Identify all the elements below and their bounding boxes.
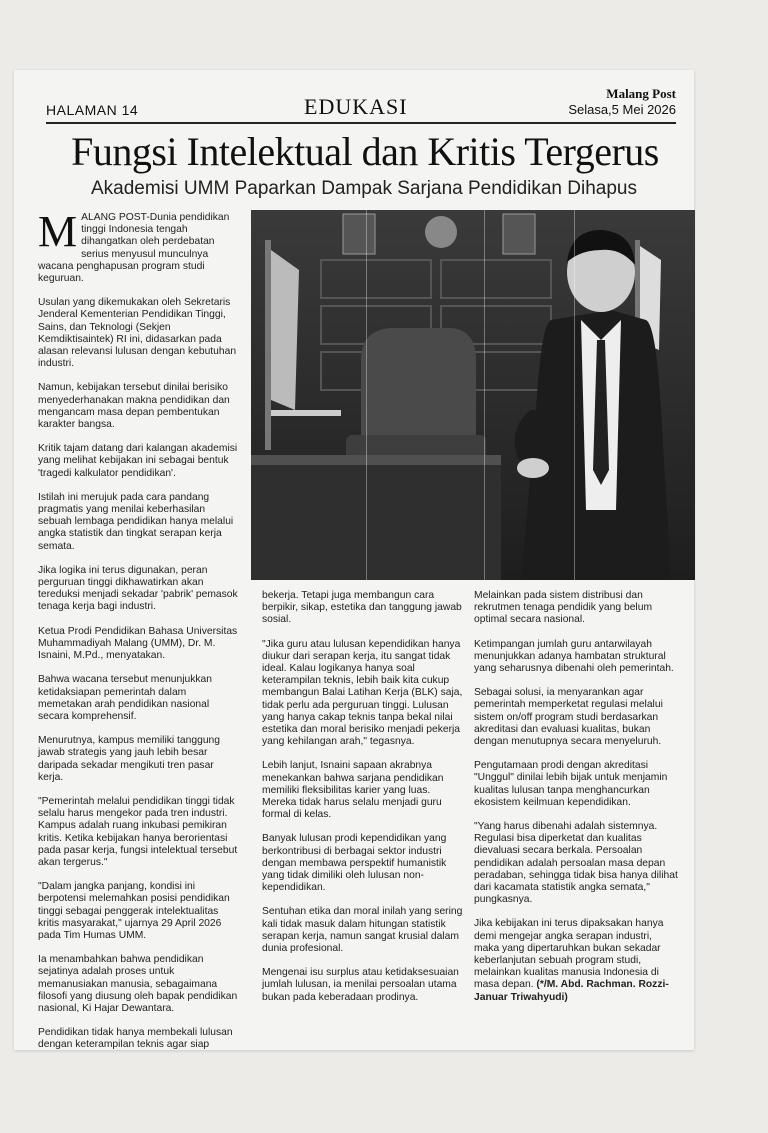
paragraph: Banyak lulusan prodi kependidikan yang berkontribusi di berbagai sektor industri dengan membawa perspektif humanistik yang tidak dimiliki oleh lulusan non-kependidikan. (262, 833, 447, 894)
scan-line (366, 210, 367, 580)
paragraph: Sebagai solusi, ia menyarankan agar pemerintah memperketat regulasi melalui sistem on/off program studi berdasarkan akreditasi dan evaluasi kualitas, bukan dengan menutupnya secara menyeluruh. (474, 687, 663, 748)
paragraph: Melainkan pada sistem distribusi dan rekrutmen tenaga pendidik yang belum optimal secara nasional. (474, 590, 653, 626)
paragraph: Mengenai isu surplus atau ketidaksesuaian jumlah lulusan, ia menilai persoalan utama bukan pada keberadaan prodinya. (262, 967, 459, 1003)
issue-date: Selasa,5 Mei 2026 (568, 102, 676, 117)
author-credit: (*/M. Abd. Rachman. Rozzi-Januar Triwahyudi) (474, 979, 669, 1003)
paragraph: Usulan yang dikemukakan oleh Sekretaris Jenderal Kementerian Pendidikan Tinggi, Sains, dan Teknologi (Sekjen Kemdiktisaintek) RI ini, didasarkan pada alasan relevansi lulusan dengan kebutuhan industri. (38, 297, 237, 370)
paragraph: Ketimpangan jumlah guru antarwilayah menunjukkan adanya hambatan struktural yang seharusnya dibenahi oleh pemerintah. (474, 638, 674, 675)
article-column-1 (38, 207, 238, 1064)
article-column-2 (262, 590, 464, 1016)
photo-illustration (251, 210, 695, 580)
newspaper-page (14, 70, 694, 1050)
article-column-3 (474, 590, 678, 1016)
article-headline: Fungsi Intelektual dan Kritis Tergerus (71, 129, 659, 174)
paragraph: Jika logika ini terus digunakan, peran perguruan tinggi dikhawatirkan akan tereduksi menjadi sekadar 'pabrik' pemasok tenaga kerja bagi industri. (38, 564, 238, 613)
scan-line (484, 210, 485, 580)
masthead (568, 86, 676, 117)
page-number-label: HALAMAN 14 (46, 102, 139, 118)
paragraph: Ketua Prodi Pendidikan Bahasa Universitas Muhammadiyah Malang (UMM), Dr. M. Isnaini, M.Pd., menyatakan. (38, 625, 238, 662)
section-title: EDUKASI (304, 94, 408, 119)
article-photo (251, 210, 695, 580)
paragraph: "Yang harus dibenahi adalah sistemnya. Regulasi bisa diperketat dan kualitas dievaluasi secara berkala. Persoalan pendidikan adalah persoalan masa depan peradaban, sehingga tidak bisa hanya dilihat dari kacamata statistik angka semata," pungkasnya. (474, 821, 678, 906)
paragraph: Pengutamaan prodi dengan akreditasi "Unggul" dinilai lebih bijak untuk menjamin kualitas lulusan tanpa menghancurkan ekosistem keilmuan kependidikan. (474, 760, 668, 808)
drop-cap: M (38, 207, 78, 256)
paragraph: Bahwa wacana tersebut menunjukkan ketidaksiapan pemerintah dalam memetakan arah pendidikan nasional secara komprehensif. (38, 674, 213, 722)
paragraph: Namun, kebijakan tersebut dinilai berisiko menyederhanakan makna pendidikan dan mengancam masa depan pembentukan karakter bangsa. (38, 382, 230, 431)
page-header (46, 86, 676, 124)
paragraph: bekerja. Tetapi juga membangun cara berpikir, sikap, estetika dan tanggung jawab sosial. (262, 590, 462, 626)
newspaper-brand: Malang Post (606, 86, 676, 101)
paragraph: Lebih lanjut, Isnaini sapaan akrabnya menekankan bahwa sarjana pendidikan memiliki fleksibilitas karier yang luas. Mereka tidak harus selalu menjadi guru formal di kelas. (262, 760, 444, 821)
paragraph: "Dalam jangka panjang, kondisi ini berpotensi melemahkan posisi pendidikan tinggi sebagai penggerak intelektualitas kritis masyarakat," ujarnya 29 April 2026 pada Tim Humas UMM. (38, 881, 230, 941)
paragraph: "Jika guru atau lulusan kependidikan hanya diukur dari serapan kerja, itu sangat tidak ideal. Kalau logikanya hanya soal keterampilan teknis, lebih baik kita cukup membangun Balai Latihan Kerja (BLK) saja, tidak perlu ada perguruan tinggi. Lulusan yang hanya cakap teknis tanpa bekal nilai estetika dan moral berisiko menjadi pekerja yang kehilangan arah," tegasnya. (262, 638, 463, 748)
paragraph: Istilah ini merujuk pada cara pandang pragmatis yang menilai keberhasilan sebuah lembaga pendidikan hanya melalui angka statistik dan tingkat serapan kerja semata. (38, 491, 234, 552)
paragraph: Jika kebijakan ini terus dipaksakan hanya demi mengejar angka serapan industri, maka yang dipertaruhkan bukan sekadar keberlanjutan sebuah program studi, melainkan kualitas manusia Indonesia di masa depan. (*/M. Abd. Rachman. Rozzi-Januar Triwahyudi) (474, 918, 669, 1003)
scan-line (574, 210, 575, 580)
paragraph: Kritik tajam datang dari kalangan akademisi yang melihat kebijakan ini sebagai bentuk 'tragedi kalkulator pendidikan'. (38, 443, 238, 479)
paragraph: "Pemerintah melalui pendidikan tinggi tidak selalu harus mengekor pada tren industri. Kampus adalah ruang inkubasi pemikiran kritis. Ketika kebijakan hanya berorientasi pada pasar kerja, fungsi intelektual tersebut akan tergerus." (38, 795, 238, 868)
paragraph: Sentuhan etika dan moral inilah yang sering kali tidak masuk dalam hitungan statistik serapan kerja, namun sangat krusial dalam dunia profesional. (262, 906, 463, 955)
paragraph: Ia menambahkan bahwa pendidikan sejatinya adalah proses untuk memanusiakan manusia, sebagaimana filosofi yang diusung oleh bapak pendidikan nasional, Ki Hajar Dewantara. (38, 954, 238, 1014)
paragraph: Pendidikan tidak hanya membekali lulusan dengan keterampilan teknis agar siap (38, 1027, 233, 1051)
article-subheadline: Akademisi UMM Paparkan Dampak Sarjana Pendidikan Dihapus (91, 178, 637, 199)
paragraph: MALANG POST-Dunia pendidikan tinggi Indonesia tengah dihangatkan oleh perdebatan serius menyusul munculnya wacana penghapusan program studi keguruan. (38, 207, 230, 285)
paragraph: Menurutnya, kampus memiliki tanggung jawab strategis yang jauh lebih besar daripada sekadar mengikuti tren pasar kerja. (38, 735, 221, 783)
